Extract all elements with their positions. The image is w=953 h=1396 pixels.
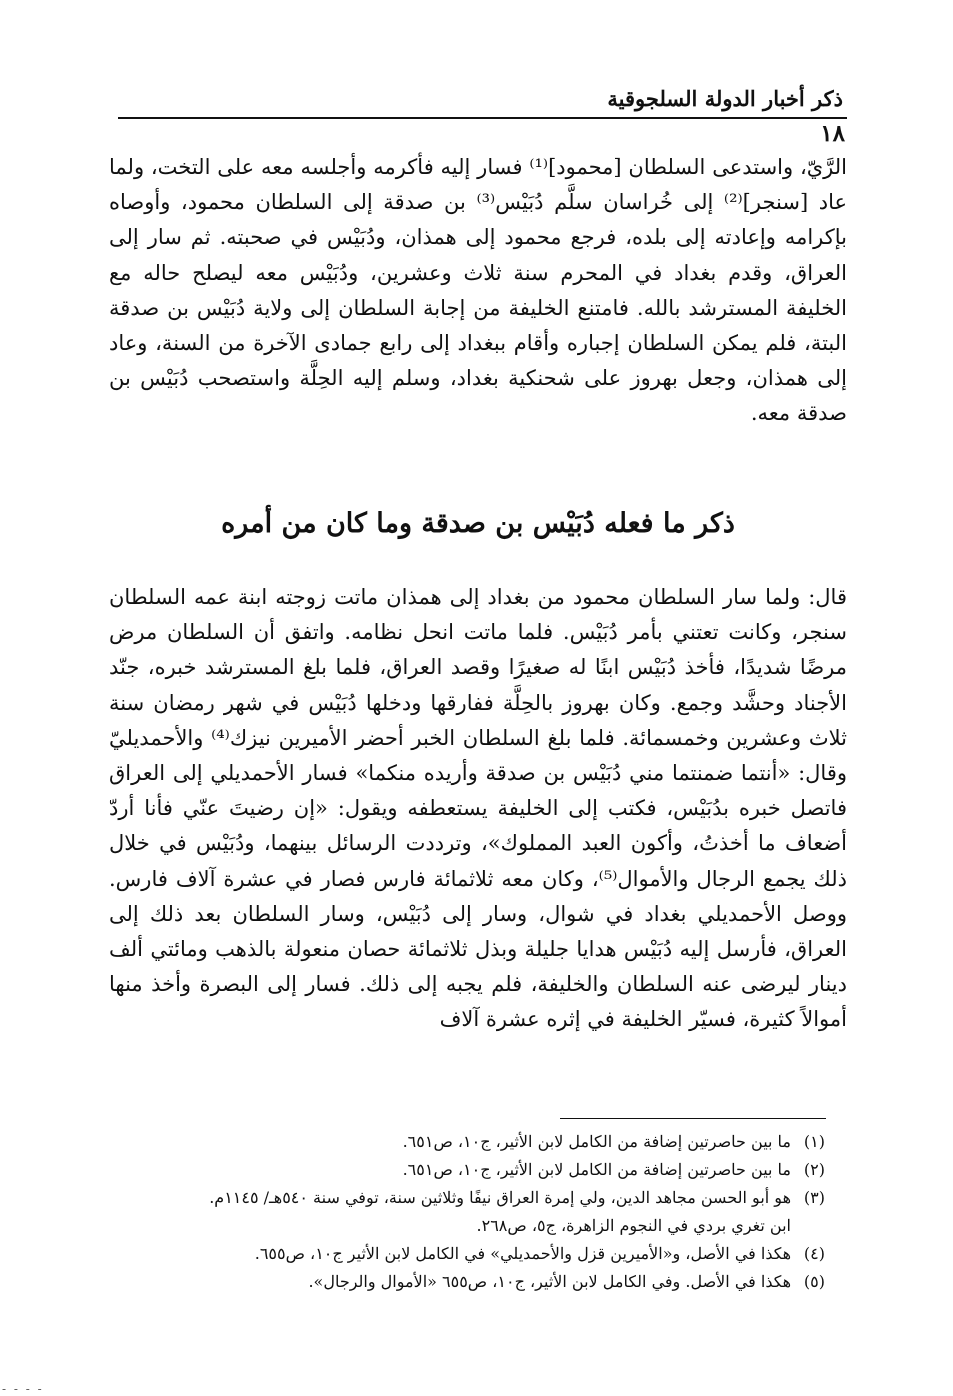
footnote-5: [95, 1268, 825, 1296]
footnote-text: ما بين حاصرتين إضافة من الكامل لابن الأثير، ج١٠، ص٦٥١.: [402, 1132, 791, 1151]
footnote-4: [95, 1240, 825, 1268]
paragraph-2: قال: ولما سار السلطان محمود من بغداد إلى همذان ماتت زوجته ابنة عمه السلطان سنجر، وكانت تعتني بأمر دُبَيْس. فلما ماتت انحل نظامه. واتفق أن السلطان مرض مرضًا شديدًا، فأخذ دُبَيْس ابنًا له صغيرًا وقصد العراق، فلما بلغ المسترشد خبره، جنّد الأجناد وحشَّد وجمع. وكان بهروز بالحِلَّة ففارقها ودخلها دُبَيْس في شهر رمضان سنة ثلاث وعشرين وخمسمائة. فلما بلغ السلطان الخبر أحضر الأميرين نيزك⁽⁴⁾ والأحمديليّ وقال: «أنتما ضمنتما مني دُبَيْس بن صدقة وأريده منكما» فسار الأحمديلي إلى العراق فاتصل خبره بدُبَيْس، فكتب إلى الخليفة يستعطفه ويقول: «إن رضيتَ عنّي فأنا أردّ أضعاف ما أخذتُ، وأكون العبد المملوك»، وترددت الرسائل بينهما، ودُبَيْس في خلال ذلك يجمع الرجال والأموال⁽⁵⁾، وكان معه ثلاثمائة فارس فصار في عشرة آلاف فارس. ووصل الأحمديلي بغداد في شوال، وسار إلى دُبَيْس، وسار السلطان بعد ذلك إلى العراق، فأرسل إليه دُبَيْس هدايا جليلة وبذل ثلاثمائة حصان منعولة بالذهب ومائتي ألف دينار ليرضى عنه السلطان والخليفة، فلم يجبه إلى ذلك. فسار إلى البصرة وأخذ منها أموالاً كثيرة، فسيّر الخليفة في إثره عشرة آلاف: [109, 585, 848, 1032]
footnote-2: [95, 1156, 825, 1184]
footnote-text: هكذا في الأصل. وفي الكامل لابن الأثير، ج١٠، ص٦٥٥ «الأموال والرجال».: [308, 1272, 791, 1291]
footnote-number: (١): [803, 1132, 825, 1151]
footnote-1: [95, 1128, 825, 1156]
footnote-number: (٢): [803, 1160, 825, 1179]
footnotes: [95, 1128, 825, 1296]
footnote-text: ما بين حاصرتين إضافة من الكامل لابن الأثير، ج١٠، ص٦٥١.: [402, 1160, 791, 1179]
footnote-number: (٤): [803, 1244, 825, 1263]
footnote-number: (٣): [803, 1188, 825, 1207]
running-head: ذكر أخبار الدولة السلجوقية: [607, 86, 843, 111]
footnote-3: [95, 1184, 825, 1212]
section-heading: ذكر ما فعله دُبَيْس بن صدقة وما كان من أمره: [221, 508, 735, 539]
paragraph-1: الرَّيّ، واستدعى السلطان [محمود]⁽¹⁾ فسار إليه فأكرمه وأجلسه معه على التخت، ولما عاد [سنجر]⁽²⁾ إلى خُراسان سلَّم دُبَيْس⁽³⁾ بن صدقة إلى السلطان محمود، وأوصاه بإكرامه وإعادته إلى بلده، فرجع محمود إلى همذان، ودُبَيْس في صحبته. ثم سار إلى العراق، وقدم بغداد في المحرم سنة ثلاث وعشرين، ودُبَيْس معه ليصلح حاله مع الخليفة المسترشد بالله. فامتنع الخليفة من إجابة السلطان إلى ولاية دُبَيْس بن صدقة البتة، فلم يمكن السلطان إجباره وأقام ببغداد إلى رابع جمادى الآخرة من السنة، وعاد إلى همذان، وجعل بهروز على شحنكية بغداد، وسلم إليه الحِلَّة واستصحب دُبَيْس بن صدقة معه.: [109, 155, 848, 426]
footnote-text: هكذا في الأصل، و«الأميرين قزل والأحمديلي» في الكامل لابن الأثير ج١٠، ص٦٥٥.: [254, 1244, 791, 1263]
page-number: ١٨: [820, 120, 845, 147]
scan-edge-mark: - - - -: [2, 1382, 44, 1396]
footnote-number: (٥): [803, 1272, 825, 1291]
footnote-rule: [560, 1118, 826, 1119]
footnote-text: هو أبو الحسن مجاهد الدين، ولي إمرة العراق نيفًا وثلاثين سنة، توفي سنة ٥٤٠هـ/ ١١٤٥م.: [209, 1188, 791, 1207]
footnote-3-continuation: ابن تغري بردي في النجوم الزاهرة، ج٥، ص٢٦٨.: [476, 1216, 791, 1235]
header-rule: [118, 117, 847, 119]
